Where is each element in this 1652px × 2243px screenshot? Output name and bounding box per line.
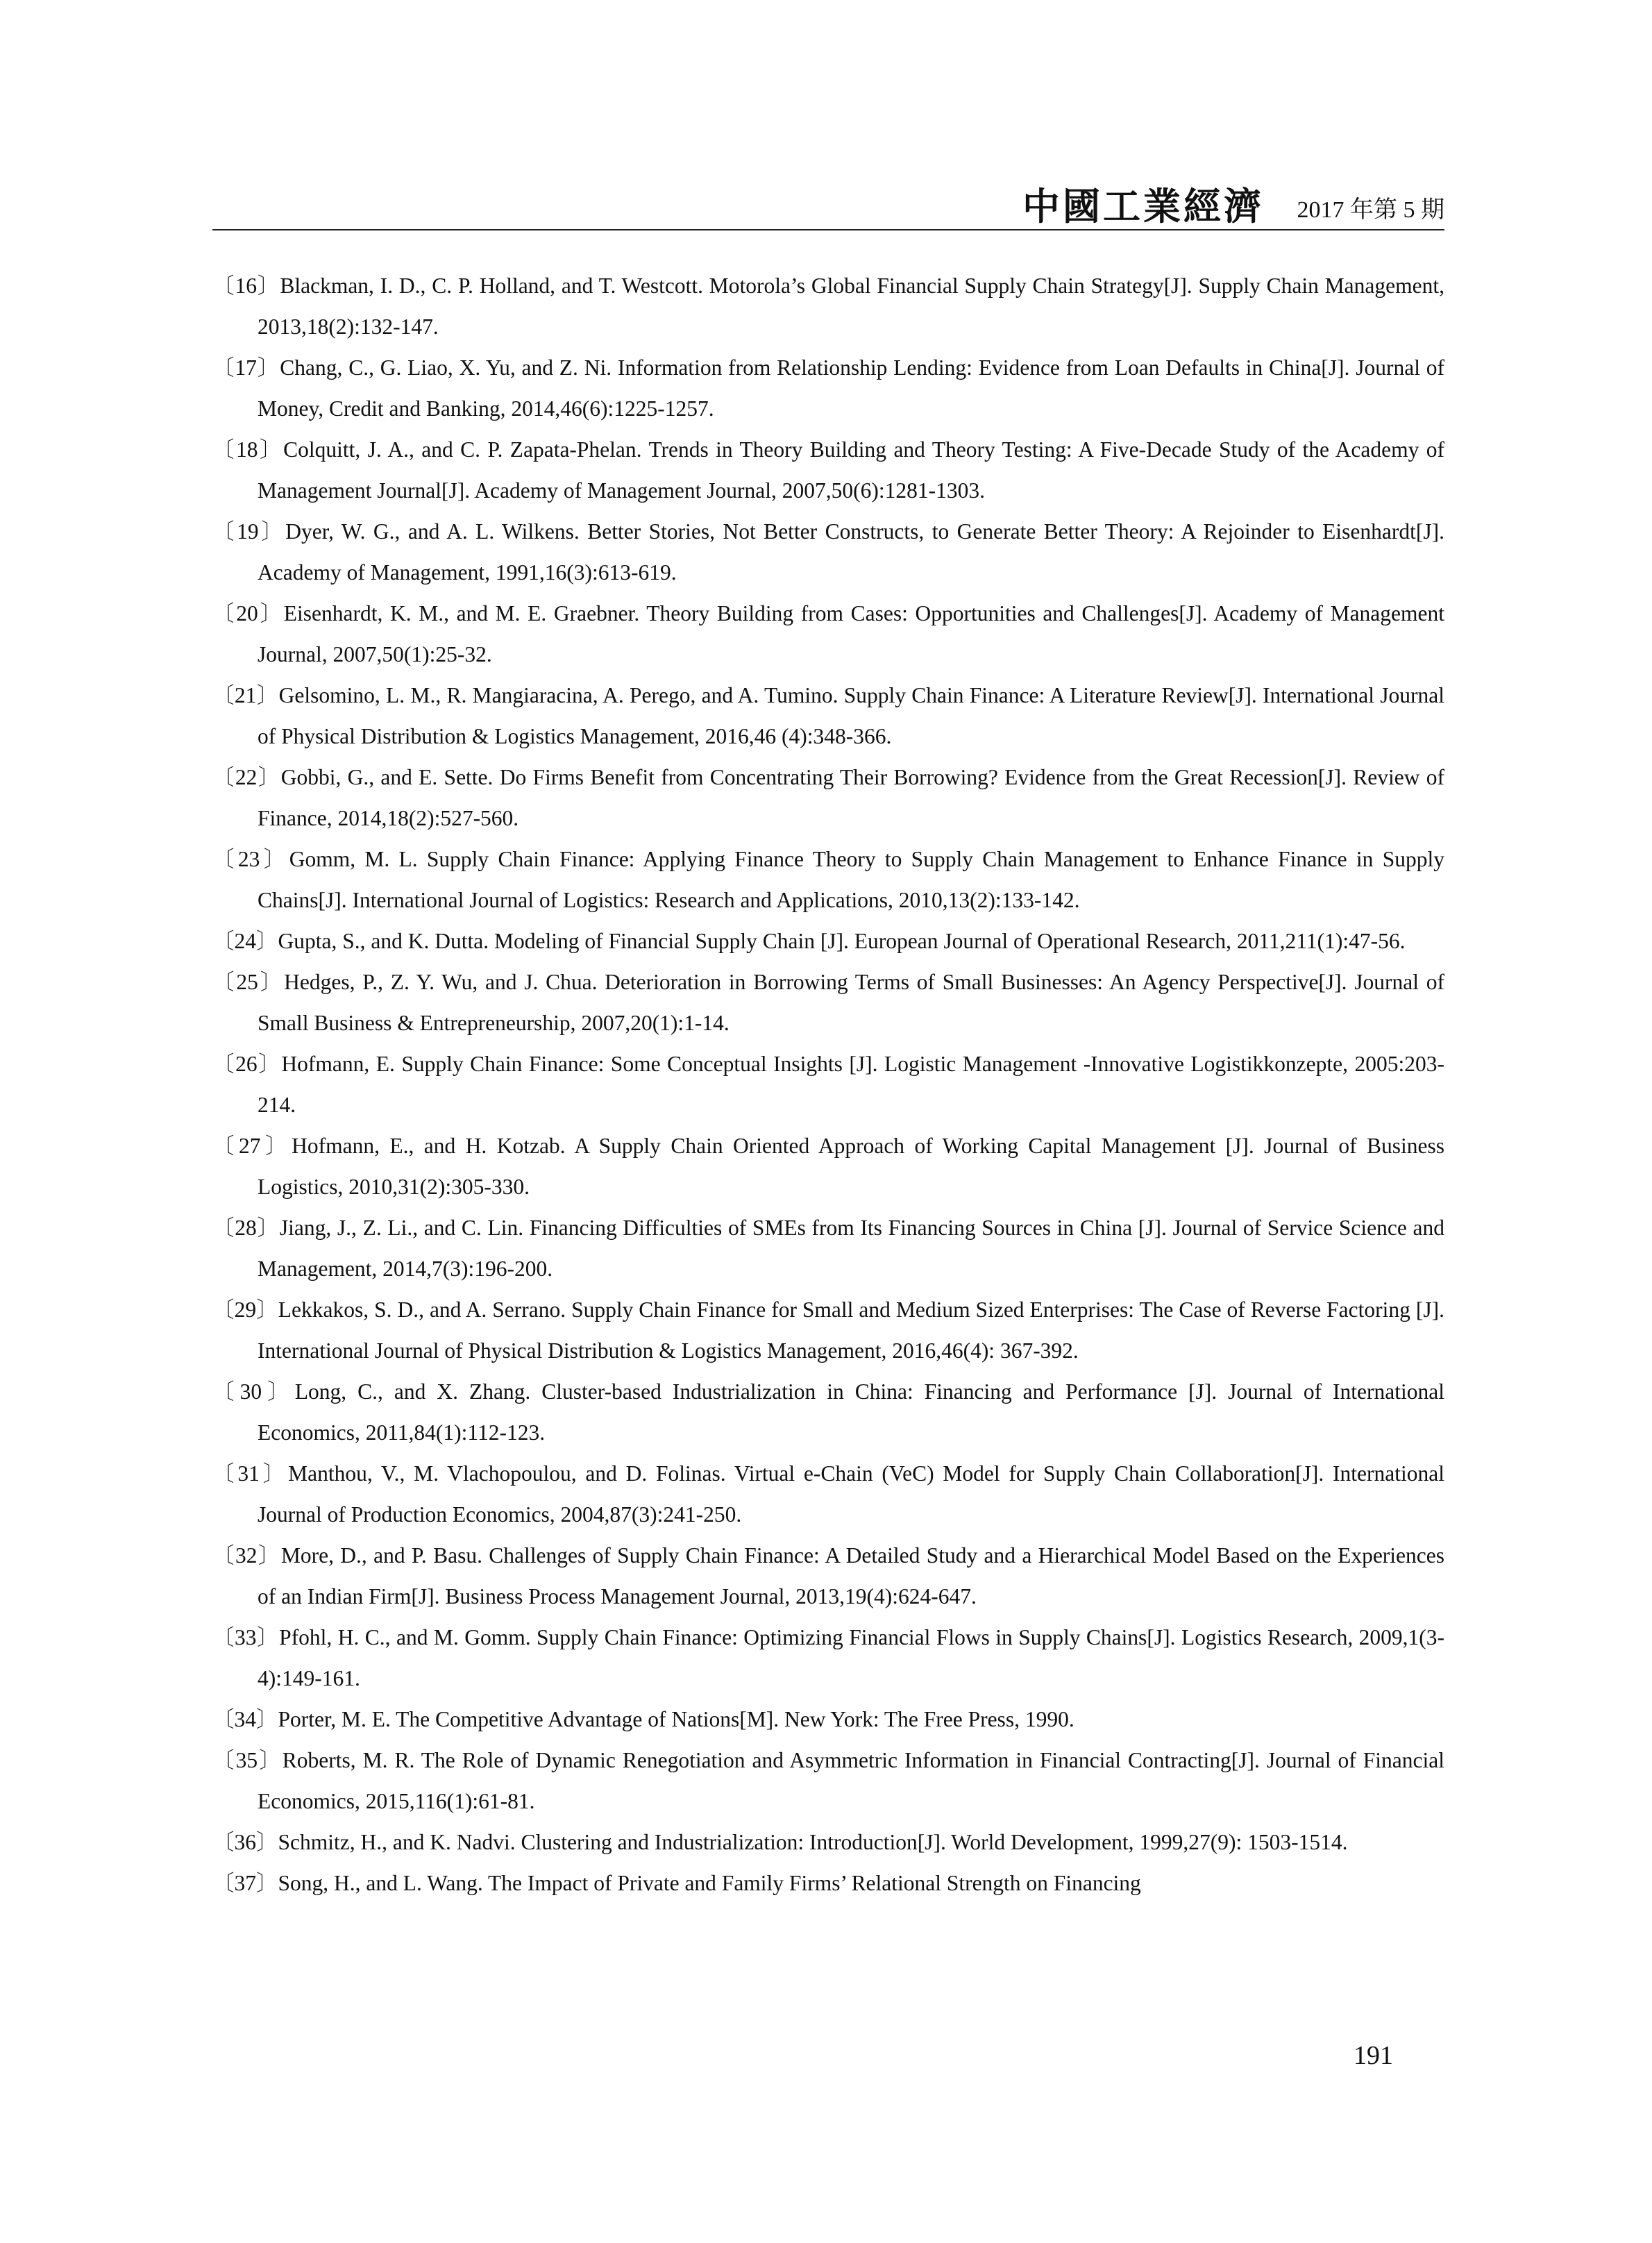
reference-number: 〔19〕 [212,519,286,544]
reference-item [212,1740,1444,1822]
reference-number: 〔28〕 [212,1216,280,1240]
reference-number: 〔36〕 [212,1830,278,1854]
reference-text: Gobbi, G., and E. Sette. Do Firms Benefit from Concentrating Their Borrowing? Evidence from the Great Recession[J]. Review of Finance, 2014,18(2):527-560. [258,765,1444,830]
reference-item [212,839,1444,921]
reference-text: Dyer, W. G., and A. L. Wilkens. Better Stories, Not Better Constructs, to Generate Better Theory: A Rejoinder to Eisenhardt[J]. Academy of Management, 1991,16(3):613-619. [258,519,1444,585]
reference-number: 〔33〕 [212,1625,280,1649]
reference-item [212,1043,1444,1125]
reference-item [212,1822,1444,1863]
header-rule [212,229,1444,230]
reference-item [212,1371,1444,1453]
reference-text: Long, C., and X. Zhang. Cluster-based Industrialization in China: Financing and Performance [J]. Journal of International Economics, 2011,84(1):112-123. [258,1379,1444,1445]
reference-number: 〔34〕 [212,1707,278,1731]
reference-number: 〔24〕 [212,929,278,953]
reference-item [212,1453,1444,1535]
reference-text: Pfohl, H. C., and M. Gomm. Supply Chain Finance: Optimizing Financial Flows in Supply Chains[J]. Logistics Research, 2009,1(3-4):149-161. [258,1625,1444,1690]
reference-item [212,1535,1444,1617]
reference-item [212,757,1444,839]
reference-item [212,1289,1444,1371]
reference-item [212,1125,1444,1207]
running-header [212,186,1444,229]
reference-number: 〔17〕 [212,355,280,380]
reference-text: Eisenhardt, K. M., and M. E. Graebner. Theory Building from Cases: Opportunities and Challenges[J]. Academy of Management Journal, 2007,50(1):25-32. [258,601,1444,666]
reference-number: 〔30〕 [212,1379,295,1404]
reference-number: 〔25〕 [212,970,285,994]
reference-text: Chang, C., G. Liao, X. Yu, and Z. Ni. Information from Relationship Lending: Evidence from Loan Defaults in China[J]. Journal of Money, Credit and Banking, 2014,46(6):1225-1257. [258,355,1444,421]
reference-text: Gupta, S., and K. Dutta. Modeling of Financial Supply Chain [J]. European Journal of Operational Research, 2011,211(1):47-56. [278,929,1406,953]
reference-text: Hofmann, E., and H. Kotzab. A Supply Chain Oriented Approach of Working Capital Management [J]. Journal of Business Logistics, 2010,31(2):305-330. [258,1134,1444,1199]
reference-item [212,921,1444,961]
reference-item [212,429,1444,511]
issue-label: 2017 年第 5 期 [1297,197,1444,223]
reference-text: Song, H., and L. Wang. The Impact of Private and Family Firms’ Relational Strength on Financing [278,1871,1141,1895]
reference-text: Gomm, M. L. Supply Chain Finance: Applying Finance Theory to Supply Chain Management to Enhance Finance in Supply Chains[J]. International Journal of Logistics: Research and Applications, 2010,13(2):133-142. [258,847,1444,912]
reference-text: Schmitz, H., and K. Nadvi. Clustering and Industrialization: Introduction[J]. World Development, 1999,27(9): 1503-1514. [278,1830,1348,1854]
page-number: 191 [1354,2041,1393,2070]
reference-item [212,1863,1444,1904]
reference-number: 〔26〕 [212,1052,282,1076]
reference-item [212,1207,1444,1289]
reference-list [212,265,1444,1904]
reference-text: More, D., and P. Basu. Challenges of Supply Chain Finance: A Detailed Study and a Hierarchical Model Based on the Experiences of an Indian Firm[J]. Business Process Management Journal, 2013,19(4):624-647. [258,1543,1444,1608]
reference-number: 〔37〕 [212,1871,278,1895]
reference-number: 〔32〕 [212,1543,281,1568]
reference-text: Lekkakos, S. D., and A. Serrano. Supply Chain Finance for Small and Medium Sized Enterprises: The Case of Reverse Factoring [J]. International Journal of Physical Distribution & Logistics Management, 2016,46(4): 367-392. [258,1297,1444,1363]
reference-text: Gelsomino, L. M., R. Mangiaracina, A. Perego, and A. Tumino. Supply Chain Finance: A Literature Review[J]. International Journal of Physical Distribution & Logistics Management, 2016,46 (4):348-366. [258,683,1444,748]
reference-number: 〔21〕 [212,683,279,707]
reference-item [212,265,1444,347]
reference-number: 〔35〕 [212,1748,283,1772]
reference-text: Hedges, P., Z. Y. Wu, and J. Chua. Deterioration in Borrowing Terms of Small Businesses: An Agency Perspective[J]. Journal of Small Business & Entrepreneurship, 2007,20(1):1-14. [258,970,1444,1035]
reference-number: 〔31〕 [212,1461,289,1486]
reference-number: 〔23〕 [212,847,289,871]
reference-number: 〔22〕 [212,765,281,789]
reference-text: Porter, M. E. The Competitive Advantage of Nations[M]. New York: The Free Press, 1990. [278,1707,1074,1731]
reference-text: Jiang, J., Z. Li., and C. Lin. Financing Difficulties of SMEs from Its Financing Sources in China [J]. Journal of Service Science and Management, 2014,7(3):196-200. [258,1216,1444,1281]
reference-item [212,961,1444,1043]
reference-text: Manthou, V., M. Vlachopoulou, and D. Folinas. Virtual e-Chain (VeC) Model for Supply Chain Collaboration[J]. International Journal of Production Economics, 2004,87(3):241-250. [258,1461,1444,1527]
reference-number: 〔27〕 [212,1134,292,1158]
reference-number: 〔16〕 [212,274,280,298]
reference-item [212,675,1444,757]
reference-number: 〔29〕 [212,1297,278,1322]
reference-number: 〔18〕 [212,437,284,462]
reference-text: Colquitt, J. A., and C. P. Zapata-Phelan. Trends in Theory Building and Theory Testing: A Five-Decade Study of the Academy of Management Journal[J]. Academy of Management Journal, 2007,50(6):1281-1303. [258,437,1444,503]
reference-item [212,1699,1444,1740]
reference-item [212,593,1444,675]
journal-title: 中國工業經濟 [1022,184,1264,228]
reference-item [212,347,1444,429]
reference-number: 〔20〕 [212,601,284,625]
reference-item [212,511,1444,593]
reference-text: Blackman, I. D., C. P. Holland, and T. Westcott. Motorola’s Global Financial Supply Chain Strategy[J]. Supply Chain Management, 2013,18(2):132-147. [258,274,1444,339]
reference-text: Hofmann, E. Supply Chain Finance: Some Conceptual Insights [J]. Logistic Management -Innovative Logistikkonzepte, 2005:203-214. [258,1052,1444,1117]
reference-item [212,1617,1444,1699]
reference-text: Roberts, M. R. The Role of Dynamic Renegotiation and Asymmetric Information in Financial Contracting[J]. Journal of Financial Economics, 2015,116(1):61-81. [258,1748,1444,1813]
